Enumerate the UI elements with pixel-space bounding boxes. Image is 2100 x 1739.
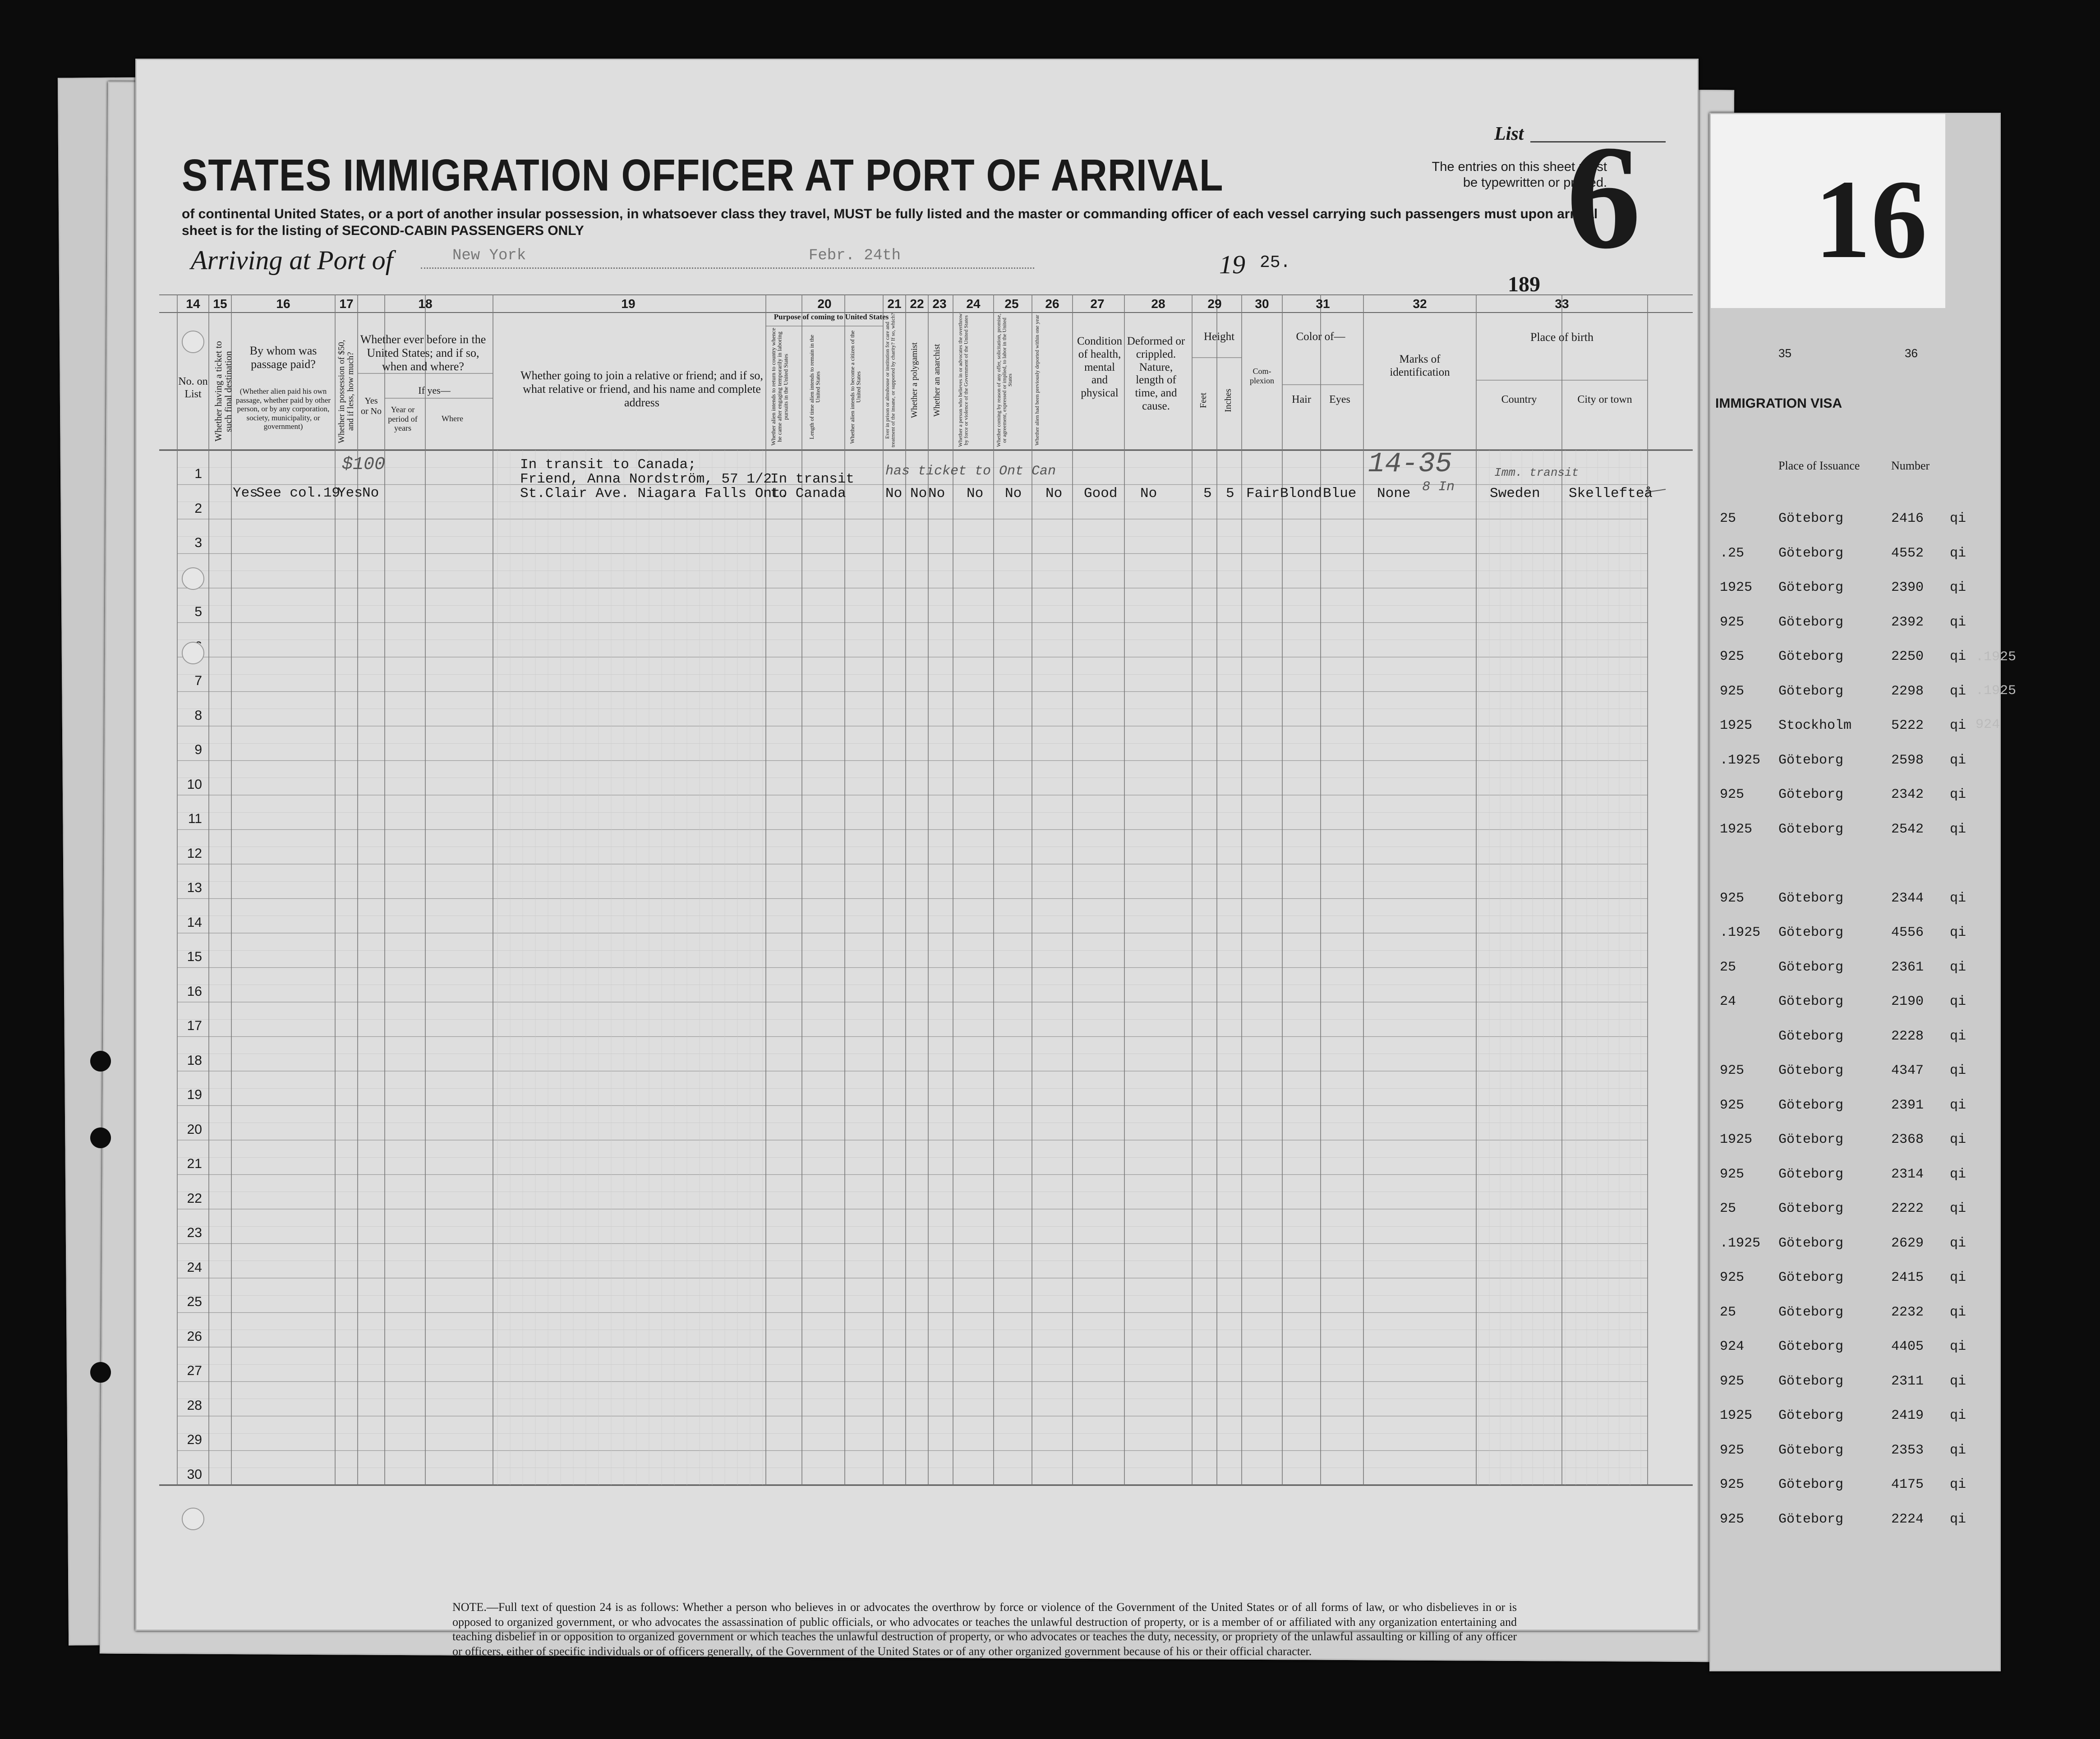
visa-year: 925 [1720,1063,1745,1078]
row-number: 29 [187,1432,202,1448]
visa-year: 25 [1720,959,1736,975]
visa-suffix: qi [1950,787,1966,802]
visa-number: 2250 [1891,649,1924,664]
visa-year: 925 [1720,1442,1745,1458]
visa-place: Göteborg [1778,1166,1844,1182]
visa-header: IMMIGRATION VISA [1715,396,1842,411]
column-number: 21 [887,297,902,311]
header-join-relative: Whether going to join a relative or friend; and if so, what relative or friend, and his name and complete address [520,369,763,409]
row-number: 27 [187,1363,202,1379]
visa-place: Göteborg [1778,1270,1844,1285]
header-no-on-list: No. on List [178,376,208,400]
row-number: 26 [187,1329,202,1344]
column-number: 32 [1413,297,1427,311]
header-years: Year or period of years [388,405,418,433]
entry-join-line2: Friend, Anna Nordström, 57 1/2 [520,471,772,487]
manifest-table [159,294,1693,1616]
year-suffix: 25. [1260,253,1291,272]
header-before-in-us: Whether ever before in the United States; and if so, when and where? [360,333,486,373]
visa-year: 924 [1720,1339,1745,1354]
header-overthrow: Whether a person who believes in or advocates the overthrow by force or violence of the Government of the United States [957,313,969,447]
entry-marks-handwritten-2: 8 In [1422,479,1455,495]
sheet-number: 16 [1814,157,1927,282]
visa-year: 925 [1720,1166,1745,1182]
visa-place: Göteborg [1778,1235,1844,1251]
visa-place: Göteborg [1778,752,1844,768]
visa-suffix: qi [1950,1339,1966,1354]
column-number: 14 [186,297,200,311]
visa-year: 25 [1720,1304,1736,1320]
visa-suffix: qi [1950,1028,1966,1044]
page-title: STATES IMMIGRATION OFFICER AT PORT OF ARRIVAL [182,151,1224,201]
column-number: 27 [1090,297,1105,311]
entry-inches: 5 [1226,486,1234,501]
header-place-of-birth: Place of birth [1530,331,1594,344]
binder-hole [182,1508,204,1530]
entry-before-in-us: No [362,485,379,501]
visa-place: Göteborg [1778,1063,1844,1078]
visa-suffix: qi [1950,718,1966,733]
list-number: 6 [1566,115,1641,280]
visa-number: 2311 [1891,1373,1924,1389]
column-number: 29 [1207,297,1222,311]
visa-place: Göteborg [1778,511,1844,526]
visa-year: 925 [1720,614,1745,630]
row-number: 25 [187,1294,202,1310]
row-number: 1 [194,466,202,482]
visa-suffix: qi [1950,614,1966,630]
visa-number: 2344 [1891,890,1924,906]
header-eyes: Eyes [1329,394,1350,405]
visa-number: 2391 [1891,1097,1924,1113]
visa-place: Göteborg [1778,925,1844,940]
visa-year: 1925 [1720,1408,1753,1423]
visa-suffix: qi [1950,545,1966,561]
visa-number: 2542 [1891,821,1924,837]
arrival-port: New York [452,247,526,264]
visa-year: 925 [1720,683,1745,699]
header-color: Color of— [1296,331,1345,343]
visa-place: Göteborg [1778,821,1844,837]
header-marks: Marks of identification [1390,353,1450,378]
row-number: 2 [194,501,202,516]
row-number: 19 [187,1087,202,1103]
entry-feet: 5 [1203,486,1212,501]
visa-suffix: qi [1950,683,1966,699]
arriving-label: Arriving at Port of [191,245,393,275]
entry-purpose-handwritten: has ticket to Ont Can [885,464,1056,479]
row-number: 20 [187,1122,202,1137]
visa-place: Göteborg [1778,1132,1844,1147]
entry-complexion: Fair [1246,486,1280,501]
column-number: 23 [932,297,947,311]
column-number: 19 [621,297,636,311]
margin-year: .1925 [1976,649,2017,665]
entry-marks: None [1377,486,1411,501]
column-number: 16 [276,297,290,311]
row-number: 3 [194,535,202,551]
binder-hole [90,1051,111,1072]
visa-year: 1925 [1720,821,1753,837]
visa-place: Göteborg [1778,1339,1844,1354]
entry-money-handwritten: $100 [342,455,386,475]
column-number: 33 [1555,297,1569,311]
entry-paid-by: See col.19 [256,485,341,501]
visa-number: 4552 [1891,545,1924,561]
margin-year: 924 [1976,717,2000,732]
row-number: 5 [194,604,202,620]
entry-polygamist: No [910,486,927,501]
visa-number: 2416 [1891,511,1924,526]
place-of-issuance-header: Place of Issuance [1778,459,1860,472]
visa-number-header: Number [1891,459,1930,472]
visa-number: 2228 [1891,1028,1924,1044]
visa-year: 925 [1720,890,1745,906]
visa-suffix: qi [1950,1201,1966,1216]
visa-place: Göteborg [1778,1201,1844,1216]
visa-suffix: qi [1950,1511,1966,1527]
entry-join-line1: In transit to Canada; [520,457,696,473]
visa-number: 2190 [1891,994,1924,1009]
entry-prison: No [885,486,903,501]
port-line [421,267,1034,269]
row-number: 10 [187,777,202,792]
entry-anarchist: No [928,486,945,501]
header-polygamist: Whether a polygamist [910,342,919,418]
row-number: 22 [187,1191,202,1206]
visa-suffix: qi [1950,511,1966,526]
column-number: 24 [966,297,981,311]
visa-place: Göteborg [1778,1304,1844,1320]
visa-suffix: qi [1950,1063,1966,1078]
visa-number: 2342 [1891,787,1924,802]
list-label: List [1494,124,1524,144]
column-number: 25 [1004,297,1019,311]
row-number: 14 [187,915,202,930]
visa-year: 1925 [1720,580,1753,595]
visa-year: .1925 [1720,752,1761,768]
column-number: 15 [213,297,227,311]
visa-suffix: qi [1950,821,1966,837]
visa-suffix: qi [1950,1408,1966,1423]
row-number: 16 [187,984,202,999]
visa-year: 925 [1720,1097,1745,1113]
row-number: 15 [187,949,202,965]
entry-money: Yes [337,485,363,501]
column-number-35: 35 [1778,346,1791,360]
entry-city: Skellefteå [1569,486,1653,501]
visa-year: .1925 [1720,1235,1761,1251]
visa-year: .25 [1720,545,1745,561]
visa-suffix: qi [1950,580,1966,595]
header-passage-note: (Whether alien paid his own passage, whether paid by other person, or by any corporation, society, municipality, or government) [235,387,331,431]
visa-place: Göteborg [1778,787,1844,802]
header-purpose: Purpose of coming to United States [774,313,889,321]
binder-hole [182,642,204,664]
row-number: 21 [187,1156,202,1172]
visa-place: Göteborg [1778,649,1844,664]
visa-place: Göteborg [1778,1477,1844,1492]
visa-year: 25 [1720,1201,1736,1216]
visa-year: 925 [1720,1373,1745,1389]
visa-suffix: qi [1950,890,1966,906]
visa-place: Göteborg [1778,959,1844,975]
header-feet: Feet [1198,392,1208,409]
column-number-36: 36 [1905,346,1918,360]
subtitle-class: sheet is for the listing of SECOND-CABIN PASSENGERS ONLY [182,223,584,238]
visa-year: 1925 [1720,1132,1753,1147]
entry-purpose-line2: to Canada [770,486,846,501]
visa-suffix: qi [1950,752,1966,768]
entries-note: The entries on this sheet must be typewritten or printed. [1432,160,1607,190]
visa-place: Göteborg [1778,683,1844,699]
visa-suffix: qi [1950,1477,1966,1492]
visa-suffix: qi [1950,1270,1966,1285]
visa-year: 925 [1720,787,1745,802]
header-if-yes: If yes— [418,385,451,396]
entry-purpose-line1: In transit [770,471,855,487]
visa-number: 2392 [1891,614,1924,630]
visa-suffix: qi [1950,959,1966,975]
row-number: 7 [194,673,202,689]
entry-ticket: Yes [233,485,258,501]
visa-place: Stockholm [1778,718,1852,733]
header-prison: Ever in prison or almshouse or institution for care and treatment of the insane, or supported by charity? If so, which? [884,313,896,447]
visa-number: 2415 [1891,1270,1924,1285]
header-country: Country [1501,394,1537,405]
row-number: 8 [194,708,202,723]
subtitle: of continental United States, or a port of another insular possession, in whatsoever class they travel, MUST be fully listed and the master or commanding officer of each vessel carrying such passengers must upon arrival [182,207,1598,221]
binder-hole [90,1362,111,1383]
visa-year: 24 [1720,994,1736,1009]
binder-hole [182,331,204,353]
entry-contract-labor: No [1005,486,1022,501]
header-contract-labor: Whether coming by reason of any offer, solicitation, promise, or agreement, expressed or implied, to labor in the United States [995,313,1013,447]
visa-suffix: qi [1950,1304,1966,1320]
visa-place: Göteborg [1778,1097,1844,1113]
row-number: 30 [187,1467,202,1482]
row-number: 23 [187,1225,202,1241]
visa-place: Göteborg [1778,890,1844,906]
visa-number: 2368 [1891,1132,1924,1147]
row-number: 9 [194,742,202,758]
header-height: Height [1203,331,1235,343]
visa-suffix: qi [1950,925,1966,940]
row-number: 24 [187,1260,202,1275]
visa-suffix: qi [1950,1373,1966,1389]
entry-eyes: Blue [1323,486,1357,501]
column-number: 28 [1151,297,1165,311]
visa-year: 925 [1720,649,1745,664]
footnote: NOTE.—Full text of question 24 is as follows: Whether a person who believes in or advocates the overthrow by force or violence of the Government of the United States or of all forms of law, or who disbelieves in or is opposed to organized government, or who advocates the assassination of public officials, or who advocates or teaches the unlawful destruction of property, or is a member of or affiliated with any organization entertaining and teaching disbelief in or opposition to organized government or which teaches the unlawful destruction of property, or who advocates or teaches the duty, necessity, or propriety of the unlawful assaulting or killing of any officer or officers, either of specific individuals or of officers generally, of the Government of the United States or of any other organized government because of his or their official character. [452,1601,1517,1658]
column-number: 22 [910,297,924,311]
header-deformed: Deformed or crippled. Nature, length of time, and cause. [1127,335,1185,412]
year-prefix: 19 [1219,250,1245,279]
visa-number: 2390 [1891,580,1924,595]
header-complexion: Com-plexion [1250,367,1274,385]
visa-suffix: qi [1950,649,1966,664]
visa-number: 2419 [1891,1408,1924,1423]
visa-number: 2232 [1891,1304,1924,1320]
visa-year: 925 [1720,1477,1745,1492]
visa-place: Göteborg [1778,1373,1844,1389]
visa-suffix: qi [1950,994,1966,1009]
visa-number: 2298 [1891,683,1924,699]
visa-suffix: qi [1950,1235,1966,1251]
header-purpose-return: Whether alien intends to return to country whence he came after engaging temporarily in laboring pursuits in the United States [770,328,789,446]
row-number: 17 [187,1018,202,1034]
visa-number: 2314 [1891,1166,1924,1182]
visa-place: Göteborg [1778,1442,1844,1458]
right-sheet [1709,113,2001,1671]
column-number: 30 [1255,297,1269,311]
visa-number: 2224 [1891,1511,1924,1527]
header-hair: Hair [1292,394,1311,405]
header-passage-paid: By whom was passage paid? [249,344,317,371]
column-number: 18 [418,297,433,311]
visa-number: 4347 [1891,1063,1924,1078]
header-inches: Inches [1223,388,1233,413]
entry-marks-handwritten: 14-35 [1368,448,1452,480]
binder-hole [182,567,204,590]
visa-suffix: qi [1950,1097,1966,1113]
visa-year: 25 [1720,511,1736,526]
header-where: Where [442,414,463,423]
header-ticket: Whether having a ticket to such final destination [213,341,234,442]
visa-number: 5222 [1891,718,1924,733]
visa-suffix: qi [1950,1442,1966,1458]
entry-overthrow: No [967,486,984,501]
entry-hair: Blond [1280,486,1322,501]
margin-year: .1925 [1976,683,2017,699]
visa-year: .1925 [1720,925,1761,940]
header-purpose-citizen: Whether alien intends to become a citizen of the United States [849,330,862,444]
header-deported: Whether alien had been previously deported within one year [1034,315,1040,446]
visa-number: 2222 [1891,1201,1924,1216]
visa-place: Göteborg [1778,614,1844,630]
visa-place: Göteborg [1778,545,1844,561]
visa-year: 1925 [1720,718,1753,733]
visa-suffix: qi [1950,1132,1966,1147]
page-stamp: 189 [1508,272,1540,296]
binder-hole [90,1127,111,1148]
visa-number: 2353 [1891,1442,1924,1458]
header-yes-no: Yes or No [360,396,382,416]
visa-place: Göteborg [1778,1028,1844,1044]
header-health: Condition of health, mental and physical [1077,335,1122,399]
visa-number: 2629 [1891,1235,1924,1251]
visa-number: 2598 [1891,752,1924,768]
entry-health: Good [1084,486,1118,501]
visa-place: Göteborg [1778,994,1844,1009]
visa-year: 925 [1720,1511,1745,1527]
manifest-sheet [135,59,1699,1658]
column-number: 20 [817,297,832,311]
visa-number: 4405 [1891,1339,1924,1354]
entry-join-line3: St.Clair Ave. Niagara Falls Ont. [520,486,789,501]
entry-deformed: No [1140,486,1157,501]
visa-number: 2361 [1891,959,1924,975]
column-number: 17 [339,297,354,311]
entry-country: Sweden [1490,486,1540,501]
visa-place: Göteborg [1778,1408,1844,1423]
entry-country-handwritten: Imm. transit [1494,466,1579,479]
header-anarchist: Whether an anarchist [932,344,942,417]
visa-number: 4175 [1891,1477,1924,1492]
row-number: 28 [187,1398,202,1413]
entry-deported: No [1045,486,1063,501]
visa-place: Göteborg [1778,1511,1844,1527]
row-number: 12 [187,846,202,861]
header-money: Whether in possession of $50, and if less, how much? [337,340,355,443]
arrival-date: Febr. 24th [809,247,901,264]
visa-year: 925 [1720,1270,1745,1285]
column-number: 31 [1316,297,1330,311]
row-number: 18 [187,1053,202,1068]
row-number: 11 [188,811,202,827]
visa-number: 4556 [1891,925,1924,940]
visa-suffix: qi [1950,1166,1966,1182]
header-purpose-length: Length of time alien intends to remain in the United States [808,335,821,439]
visa-place: Göteborg [1778,580,1844,595]
header-city: City or town [1577,394,1632,405]
row-number: 13 [187,880,202,896]
column-number: 26 [1045,297,1059,311]
